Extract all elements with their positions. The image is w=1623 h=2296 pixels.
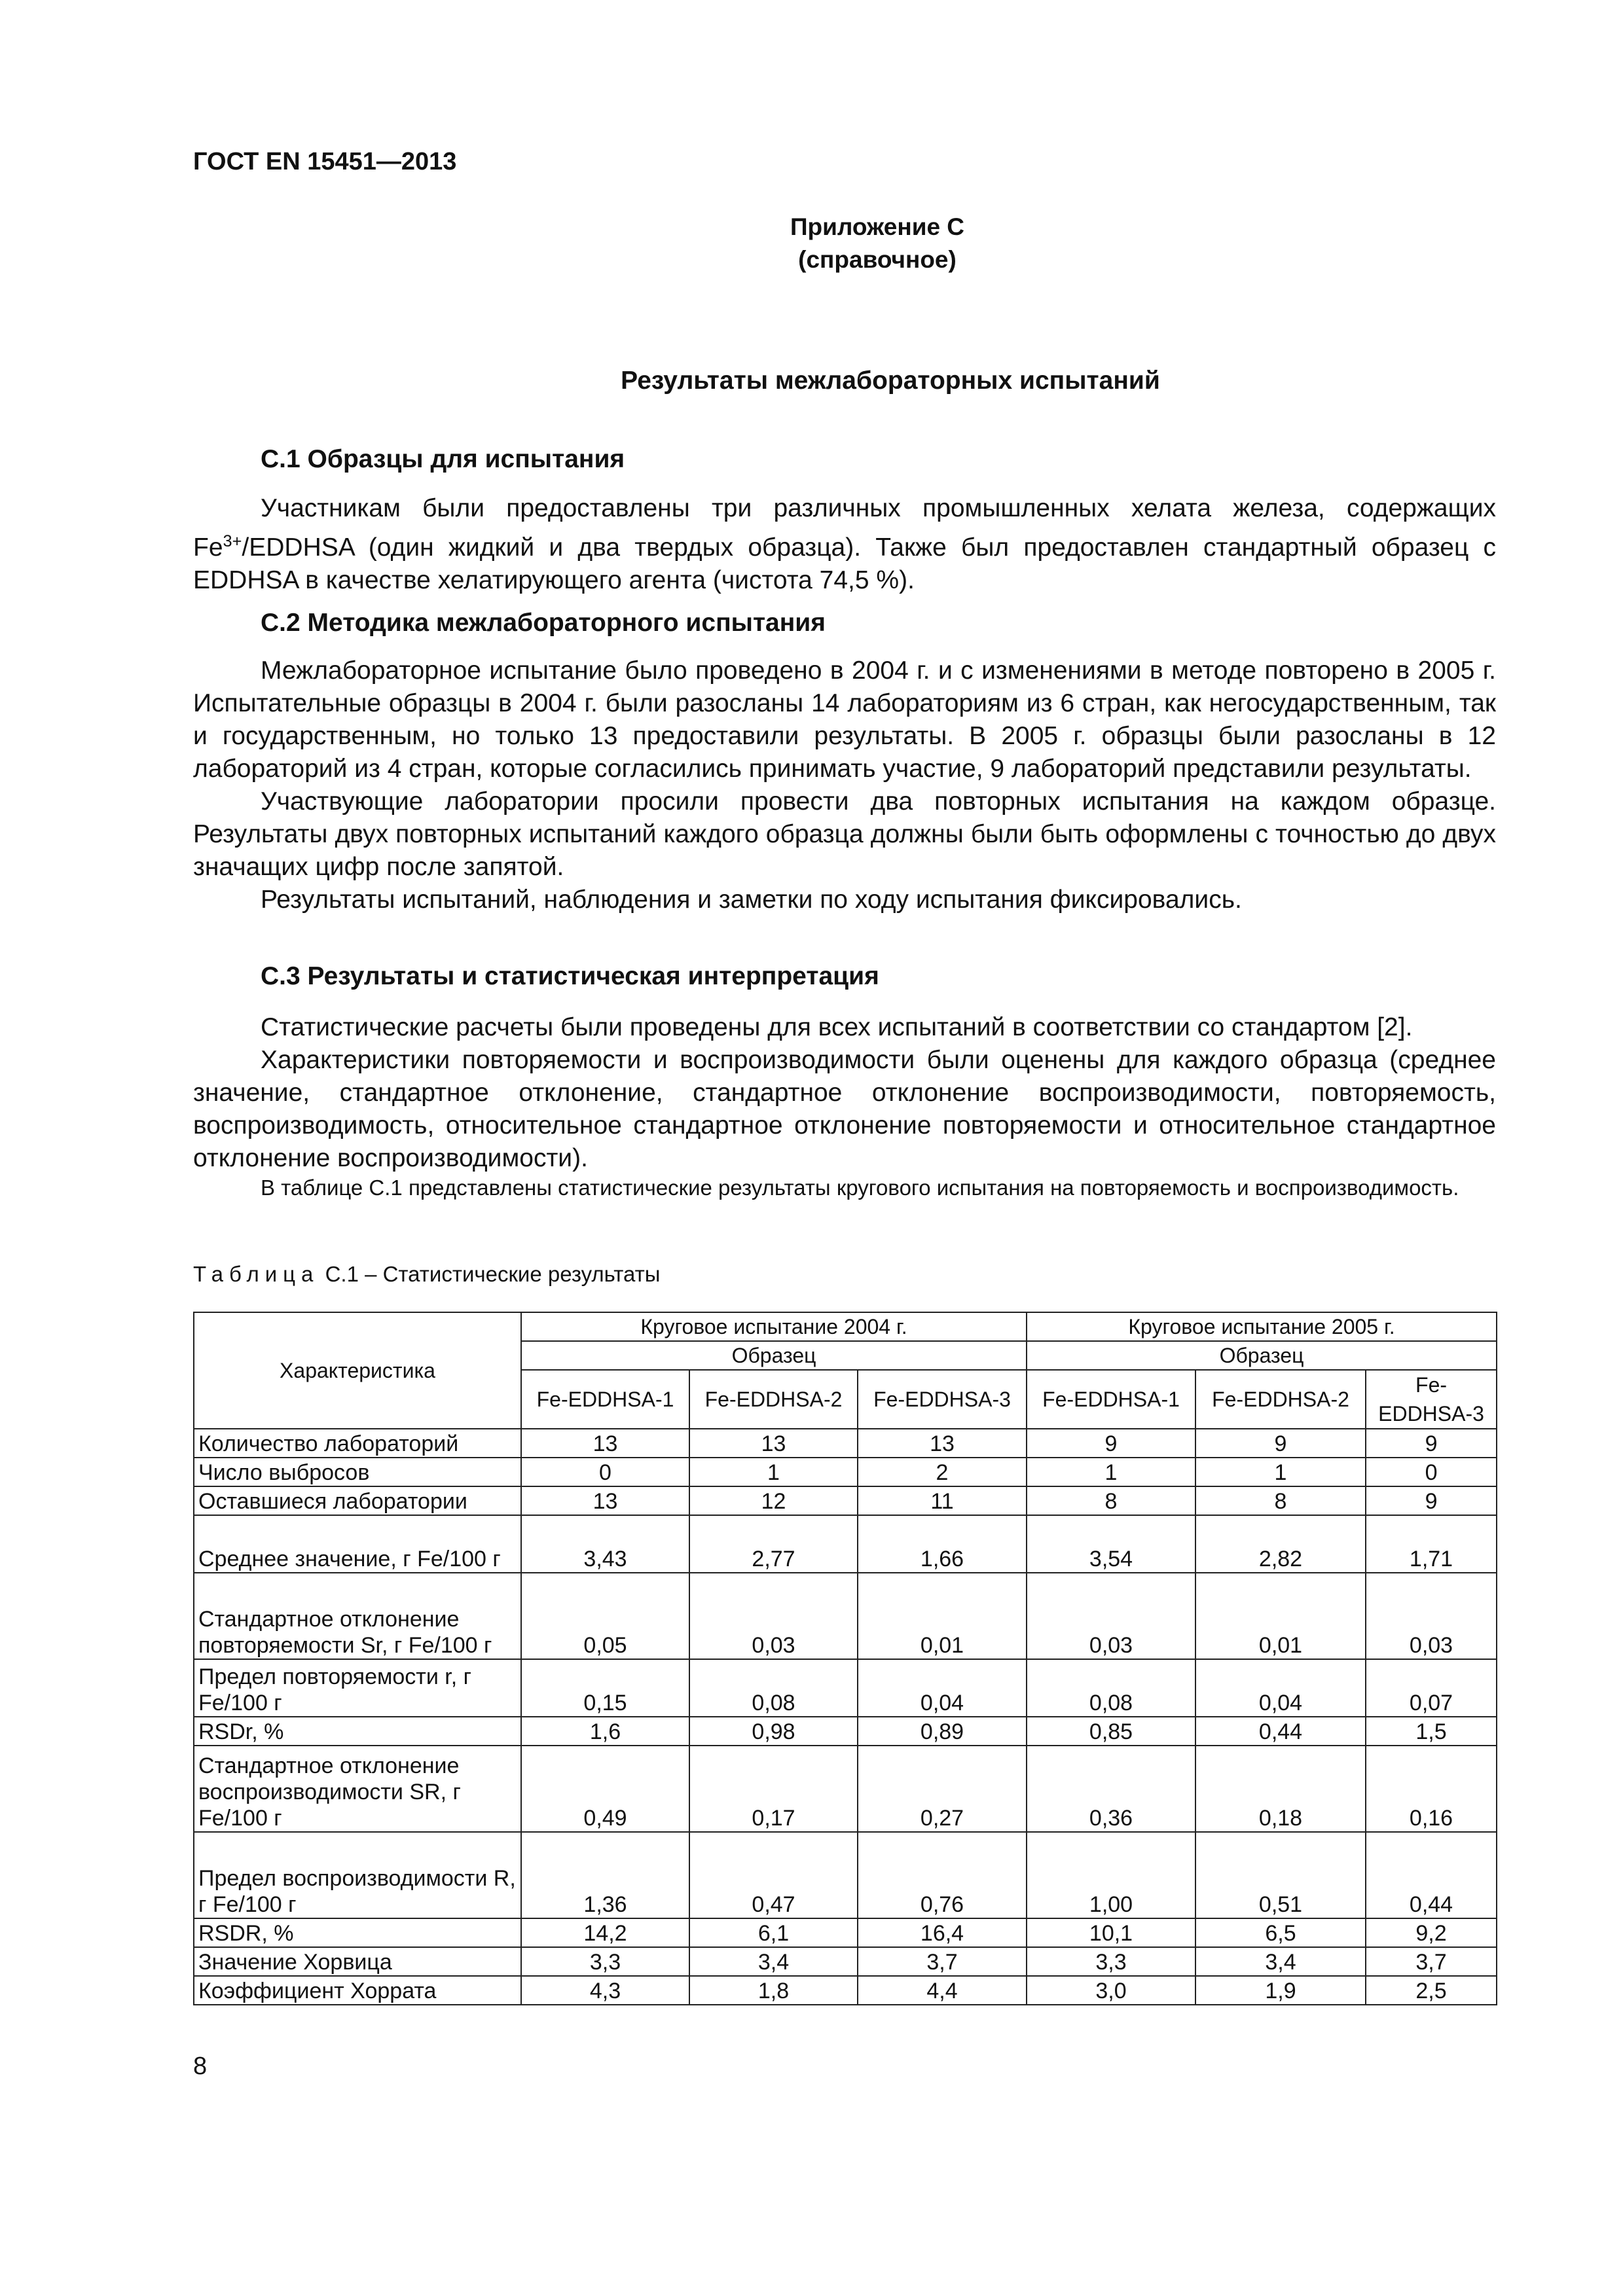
- table-row: [194, 1976, 1497, 2005]
- table-cell: 0,03: [1366, 1573, 1497, 1659]
- row-label: Предел повторяемости r, г Fe/100 г: [194, 1659, 521, 1717]
- appendix-letter: Приложение С: [790, 213, 965, 240]
- row-label: Предел воспроизводимости R, г Fe/100 г: [194, 1832, 521, 1918]
- section-c1-paragraph: [193, 492, 1496, 597]
- table-cell: 0,27: [858, 1746, 1027, 1832]
- table-cell: 0,76: [858, 1832, 1027, 1918]
- row-label: Число выбросов: [194, 1458, 521, 1486]
- row-label: RSDR, %: [194, 1918, 521, 1947]
- page-number: 8: [193, 2053, 208, 2080]
- table-cell: 3,54: [1027, 1515, 1195, 1573]
- table-caption-word: Таблица: [193, 1262, 319, 1286]
- table-cell: 6,5: [1195, 1918, 1366, 1947]
- table-cell: 8: [1195, 1486, 1366, 1515]
- table-cell: 0,36: [1027, 1746, 1195, 1832]
- header-sample-name: Fe-EDDHSA-2: [689, 1370, 858, 1429]
- row-label: Количество лабораторий: [194, 1429, 521, 1458]
- header-sample-name: Fe-EDDHSA-1: [1027, 1370, 1195, 1429]
- table-cell: 3,0: [1027, 1976, 1195, 2005]
- table-cell: 1,8: [689, 1976, 858, 2005]
- table-cell: 0: [1366, 1458, 1497, 1486]
- table-cell: 1,6: [521, 1717, 689, 1746]
- table-row: [194, 1515, 1497, 1573]
- header-sample-2005: Образец: [1027, 1341, 1497, 1370]
- appendix-title: Результаты межлабораторных испытаний: [621, 367, 1160, 395]
- table-cell: 3,7: [1366, 1947, 1497, 1976]
- table-cell: 0,08: [1027, 1659, 1195, 1717]
- c3-paragraph-1: Статистические расчеты были проведены для всех испытаний в соответствии со стандартом [2].: [261, 1013, 1413, 1041]
- table-row: [194, 1918, 1497, 1947]
- table-cell: 0,04: [1195, 1659, 1366, 1717]
- table-row: [194, 1429, 1497, 1458]
- table-cell: 3,4: [689, 1947, 858, 1976]
- table-cell: 13: [689, 1429, 858, 1458]
- table-row: [194, 1717, 1497, 1746]
- table-cell: 0,47: [689, 1832, 858, 1918]
- table-cell: 0,44: [1195, 1717, 1366, 1746]
- header-sample-name: Fe-EDDHSA-3: [858, 1370, 1027, 1429]
- table-cell: 8: [1027, 1486, 1195, 1515]
- table-row: [194, 1573, 1497, 1659]
- header-sample-name: Fe-EDDHSA-3: [1366, 1370, 1497, 1429]
- table-cell: 0,01: [1195, 1573, 1366, 1659]
- header-sample-name: Fe-EDDHSA-1: [521, 1370, 689, 1429]
- c1-text-a: Участникам были предоставлены три различных промышленных хелата железа, содержащих Fe: [193, 494, 1496, 562]
- table-cell: 0: [521, 1458, 689, 1486]
- row-label: Стандартное отклонение повторяемости Sr, г Fe/100 г: [194, 1573, 521, 1659]
- row-label: Среднее значение, г Fe/100 г: [194, 1515, 521, 1573]
- table-cell: 10,1: [1027, 1918, 1195, 1947]
- table-cell: 16,4: [858, 1918, 1027, 1947]
- c2-paragraph-2: Участвующие лаборатории просили провести два повторных испытания на каждом образце. Результаты двух повторных испытаний каждого образца должны были быть оформлены с точностью до двух значащих цифр после запятой.: [193, 787, 1496, 881]
- table-cell: 0,07: [1366, 1659, 1497, 1717]
- table-cell: 0,01: [858, 1573, 1027, 1659]
- table-cell: 3,3: [521, 1947, 689, 1976]
- table-row: [194, 1486, 1497, 1515]
- table-cell: 0,03: [1027, 1573, 1195, 1659]
- table-cell: 1,00: [1027, 1832, 1195, 1918]
- section-c3-heading: С.3 Результаты и статистическая интерпретация: [261, 962, 879, 990]
- header-characteristic: Характеристика: [194, 1312, 521, 1429]
- appendix-type: (справочное): [798, 246, 957, 273]
- section-c3-body: [193, 1011, 1496, 1175]
- appendix-label: [701, 211, 1054, 276]
- table-cell: 9: [1366, 1486, 1497, 1515]
- table-cell: 0,51: [1195, 1832, 1366, 1918]
- table-cell: 2,77: [689, 1515, 858, 1573]
- table-cell: 1: [689, 1458, 858, 1486]
- table-row: [194, 1659, 1497, 1717]
- table-cell: 9,2: [1366, 1918, 1497, 1947]
- table-cell: 1,5: [1366, 1717, 1497, 1746]
- document-header: ГОСТ EN 15451—2013: [193, 148, 457, 175]
- header-sample-2004: Образец: [521, 1341, 1027, 1370]
- table-cell: 12: [689, 1486, 858, 1515]
- header-round-2005: Круговое испытание 2005 г.: [1027, 1312, 1497, 1341]
- table-cell: 9: [1366, 1429, 1497, 1458]
- table-cell: 0,98: [689, 1717, 858, 1746]
- table-cell: 2,5: [1366, 1976, 1497, 2005]
- c2-paragraph-1: Межлабораторное испытание было проведено в 2004 г. и с изменениями в методе повторено в 2005 г. Испытательные образцы в 2004 г. были разосланы 14 лабораториям из 6 стран, как негосударственным, так и государственным, но только 13 предоставили результаты. В 2005 г. образцы были разосланы в 12 лабораторий из 4 стран, которые согласились принимать участие, 9 лабораторий представили результаты.: [193, 656, 1496, 783]
- row-label: Стандартное отклонение воспроизводимости SR, г Fe/100 г: [194, 1746, 521, 1832]
- table-body: [194, 1429, 1497, 2005]
- table-cell: 14,2: [521, 1918, 689, 1947]
- table-cell: 1,71: [1366, 1515, 1497, 1573]
- c2-paragraph-3: Результаты испытаний, наблюдения и заметки по ходу испытания фиксировались.: [261, 886, 1242, 914]
- table-cell: 9: [1195, 1429, 1366, 1458]
- table-cell: 0,44: [1366, 1832, 1497, 1918]
- table-cell: 3,4: [1195, 1947, 1366, 1976]
- table-cell: 13: [858, 1429, 1027, 1458]
- table-cell: 0,05: [521, 1573, 689, 1659]
- table-cell: 0,03: [689, 1573, 858, 1659]
- row-label: RSDr, %: [194, 1717, 521, 1746]
- table-cell: 6,1: [689, 1918, 858, 1947]
- table-cell: 0,08: [689, 1659, 858, 1717]
- section-c1-body: [193, 492, 1496, 597]
- table-cell: 1: [1195, 1458, 1366, 1486]
- table-row: [194, 1746, 1497, 1832]
- section-c1-heading: С.1 Образцы для испытания: [261, 445, 625, 473]
- c1-superscript: 3+: [223, 532, 242, 550]
- table-cell: 11: [858, 1486, 1027, 1515]
- table-cell: 13: [521, 1429, 689, 1458]
- c3-paragraph-3: В таблице С.1 представлены статистические результаты кругового испытания на повторяемость и воспроизводимость.: [261, 1175, 1459, 1200]
- table-row: [194, 1458, 1497, 1486]
- c1-text-b: /EDDHSA (один жидкий и два твердых образца). Также был предоставлен стандартный образец с EDDHSA в качестве хелатирующего агента (чистота 74,5 %).: [193, 533, 1496, 594]
- table-cell: 0,17: [689, 1746, 858, 1832]
- header-sample-name: Fe-EDDHSA-2: [1195, 1370, 1366, 1429]
- table-cell: 0,85: [1027, 1717, 1195, 1746]
- c3-paragraph-2: Характеристики повторяемости и воспроизводимости были оценены для каждого образца (среднее значение, стандартное отклонение, стандартное отклонение воспроизводимости, повторяемость, воспроизводимость, относительное стандартное отклонение повторяемости и относительное стандартное отклонение воспроизводимости).: [193, 1046, 1496, 1172]
- section-c2-heading: С.2 Методика межлабораторного испытания: [261, 609, 826, 637]
- statistics-table: [193, 1312, 1497, 2005]
- table-cell: 1,36: [521, 1832, 689, 1918]
- table-cell: 3,3: [1027, 1947, 1195, 1976]
- table-cell: 1: [1027, 1458, 1195, 1486]
- table-cell: 1,66: [858, 1515, 1027, 1573]
- table-cell: 1,9: [1195, 1976, 1366, 2005]
- table-caption: [193, 1262, 660, 1287]
- table-cell: 0,49: [521, 1746, 689, 1832]
- table-cell: 0,15: [521, 1659, 689, 1717]
- table-cell: 4,4: [858, 1976, 1027, 2005]
- table-cell: 3,7: [858, 1947, 1027, 1976]
- table-cell: 2: [858, 1458, 1027, 1486]
- table-row: [194, 1832, 1497, 1918]
- table-cell: 13: [521, 1486, 689, 1515]
- row-label: Коэффициент Хоррата: [194, 1976, 521, 2005]
- table-row: [194, 1947, 1497, 1976]
- section-c2-body: [193, 655, 1496, 916]
- table-cell: 9: [1027, 1429, 1195, 1458]
- table-cell: 3,43: [521, 1515, 689, 1573]
- table-cell: 0,16: [1366, 1746, 1497, 1832]
- table-cell: 4,3: [521, 1976, 689, 2005]
- c3-note: [193, 1174, 1496, 1202]
- row-label: Оставшиеся лаборатории: [194, 1486, 521, 1515]
- table-cell: 0,04: [858, 1659, 1027, 1717]
- table-cell: 2,82: [1195, 1515, 1366, 1573]
- table-cell: 0,89: [858, 1717, 1027, 1746]
- table-cell: 0,18: [1195, 1746, 1366, 1832]
- table-caption-text: С.1 – Статистические результаты: [325, 1262, 661, 1286]
- header-round-2004: Круговое испытание 2004 г.: [521, 1312, 1027, 1341]
- row-label: Значение Хорвица: [194, 1947, 521, 1976]
